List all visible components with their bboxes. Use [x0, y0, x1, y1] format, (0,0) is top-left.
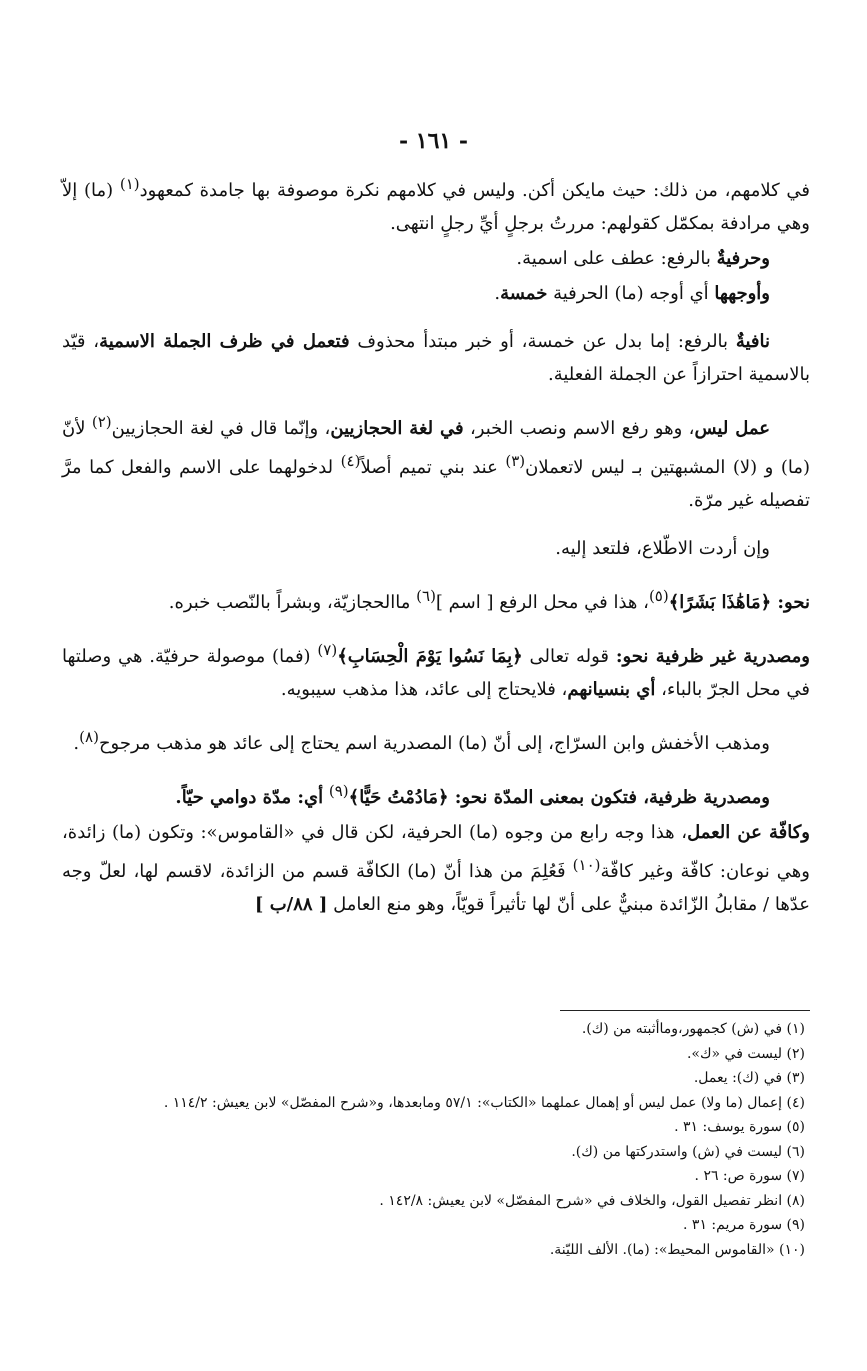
paragraph: وأوجهها أي أوجه (ما) الحرفية خمسة. — [494, 283, 770, 304]
paragraph: ومصدرية غير ظرفية نحو: قوله تعالى ﴿بِمَا نَسُوا يَوْمَ الْحِسَابِ﴾$^{(٧)}$ (فما) موصولة حرفيّة. هي وصلتها في محل الجرّ بالباء، أي بنسيانهم، فلايحتاج إلى عائد، هذا مذهب سيبويه. — [62, 641, 810, 700]
footnote: (٥) سورة يوسف: ٣١ . — [674, 1119, 805, 1135]
footnote-separator — [560, 1010, 810, 1011]
paragraph-text: وكافّة عن العمل، هذا وجه رابع من وجوه (ما) الحرفية، لكن قال في «القاموس»: وتكون (ما) زائدة، وهي نوعان: كافّة وغير كافّة$^{(١٠)}$ فَعُلِمَ من هذا أنّ (ما) الكافّة قسم من الزائدة، لاقسم لها، لعلّ وجه عدّها / مقابلُ الزّائدة مبنيٌّ على أنّ لها تأثيراً قويّاً، وهو منع العامل — [62, 822, 810, 915]
footnote: (٣) في (ك): يعمل. — [693, 1070, 805, 1086]
main-text — [62, 168, 810, 923]
paragraph: نحو: ﴿مَاهَٰذَا بَشَرًا﴾$^{(٥)}$، هذا في محل الرفع [ اسم ]$^{(٦)}$ ماالحجازيّة، وبشراً بالنّصب خبره. — [168, 587, 810, 613]
footnote: (٩) سورة مريم: ٣١ . — [683, 1217, 805, 1233]
footnote: (٦) ليست في (ش) واستدركتها من (ك). — [571, 1143, 805, 1160]
footnote: (٢) ليست في «ك». — [686, 1045, 805, 1062]
page-number: - ١٦١ - — [398, 128, 469, 154]
folio-marker: [ ٨٨/ب ] — [254, 894, 328, 915]
paragraph: ومذهب الأخفش وابن السرّاج، إلى أنّ (ما) المصدرية اسم يحتاج إلى عائد هو مذهب مرجوح$^{(٨)}$. — [73, 728, 770, 754]
paragraph: ومصدرية ظرفية، فتكون بمعنى المدّة نحو: ﴿مَادُمْتُ حَيًّا﴾$^{(٩)}$ أي: مدّة دوامي حيّاً. — [175, 782, 770, 808]
paragraph: نافيةٌ بالرفع: إما بدل عن خمسة، أو خبر مبتدأ محذوف فتعمل في ظرف الجملة الاسمية، قيّد بالاسمية احترازاً عن الجملة الفعلية. — [62, 331, 810, 385]
paragraph — [62, 816, 810, 921]
footnote: (٨) انظر تفصيل القول، والخلاف في «شرح المفصّل» لابن يعيش: ١٤٢/٨ . — [379, 1192, 805, 1209]
paragraph: وحرفيةٌ بالرفع: عطف على اسمية. — [516, 248, 770, 269]
paragraph: عمل ليس، وهو رفع الاسم ونصب الخبر، في لغة الحجازيين، وإنّما قال في لغة الحجازيين$^{(٢)}$ لأنّ (ما) و (لا) المشبهتين بـ ليس لاتعملان$^{(٣)}$ عند بني تميم أصلاً$^{(٤)}$ لدخولهما على الاسم والفعل كما مرَّ تفصيله غير مرّة. — [62, 413, 810, 511]
paragraph: في كلامهم، من ذلك: حيث مايكن أكن. وليس في كلامهم نكرة موصوفة بها جامدة كمعهود$^{(١)}$ (ما) إلاّ وهي مرادفة بمكمّل كقولهم: مررتُ برجلٍ أيِّ رجلٍ انتهى. — [62, 175, 810, 234]
paragraph: وإن أردت الاطّلاع، فلتعد إليه. — [555, 538, 770, 559]
footnote: (١٠) «القاموس المحيط»: (ما). الألف الليّنة. — [549, 1241, 805, 1258]
footnote: (١) في (ش) كجمهور،وماأثبته من (ك). — [581, 1021, 805, 1037]
footnote: (٧) سورة ص: ٢٦ . — [694, 1168, 805, 1184]
footnotes — [65, 1017, 805, 1262]
footnote: (٤) إعمال (ما ولا) عمل ليس أو إهمال عملهما «الكتاب»: ٥٧/١ ومابعدها، و«شرح المفصّل» لابن يعيش: ١١٤/٢ . — [163, 1094, 805, 1111]
